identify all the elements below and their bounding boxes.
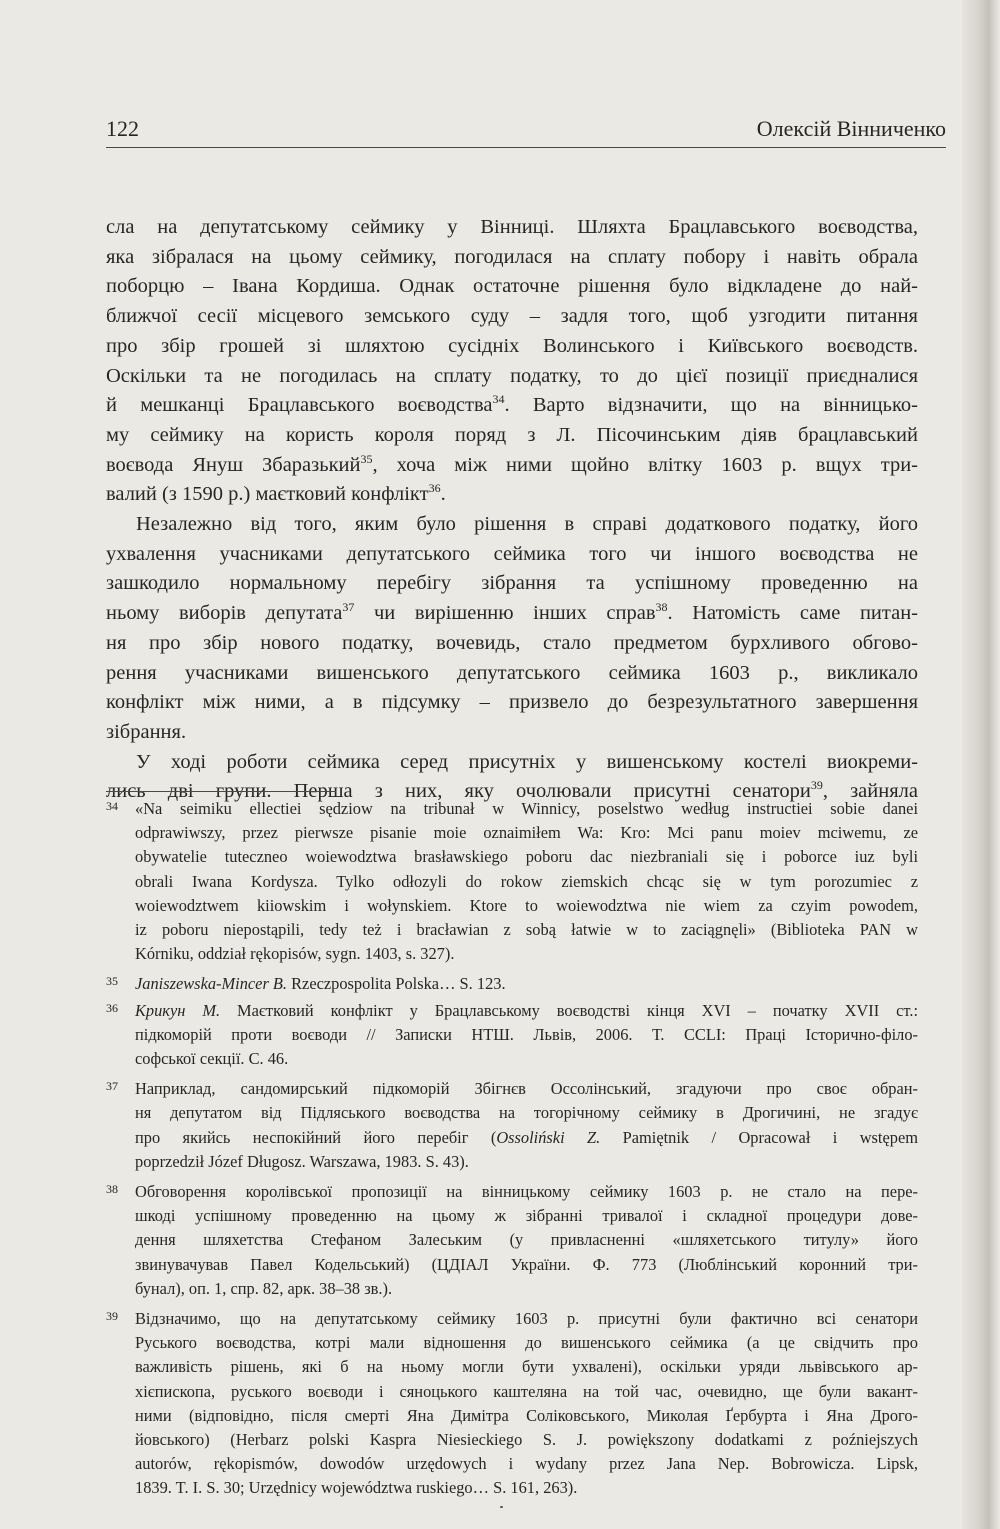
footnote-number: 34 (106, 799, 118, 813)
page-binding-edge (962, 0, 1000, 1529)
footnote-39: 39 Відзначимо, що на депутатському сеймику 1603 р. присутні були фактично всі сенатори Руського воєводства, котрі мали відношення до вишенського сеймика (а це свідчить про важливість рішень, які б на ньому могли бути ухвалені), оскільки уряди львівського ар- хієпископа, руського воєводи і сяноцького каштеляна на той час, очевидно, ще були вакант- ними (відповідно, після смерті Яна Димітра Соліковського, Миколая Ґербурта і Яна Дрого- йовського) (Herbarz polski Kaspra Niesieckiego S. J. powiększony dodatkami z poźniejszych autorów, rękopismów, dowodów urzędowych i wydany przez Jana Nep. Bobrowicza. Lipsk, 1839. T. I. S. 30; Urzędnicy województwa ruskiego… S. 161, 263). (106, 1307, 918, 1501)
footnote-ref-39[interactable]: 39 (810, 778, 823, 793)
footnote-number: 38 (106, 1182, 118, 1197)
footnote-ref-37[interactable]: 37 (342, 600, 355, 615)
footnote-number: 35 (106, 974, 118, 989)
footnote-number: 37 (106, 1079, 118, 1094)
footnote-author: Ossoliński Z. (496, 1127, 601, 1147)
footnote-author: Крикун М. (135, 1000, 221, 1020)
print-speck (500, 1506, 503, 1508)
paragraph-1: сла на депутатському сеймику у Вінниці. Шляхта Брацлавського воєводства, яка зібралася на цьому сеймику, погодилася на сплату побору і навіть обрала поборцю – Івана Кордиша. Однак остаточне рішення було відкладене до най- ближчої сесії місцевого земського суду – задля того, щоб узгодити питання про збір грошей зі шляхтою сусідніх Волинського і Київського воєводств. Оскільки та не погодилась на сплату податку, то до цієї позиції приєдналися й мешканці Брацлавського воєводства$^{34}$. Варто відзначити, що на вінницько- му сеймику на користь короля поряд з Л. Пісочинським діяв брацлавський воєвода Януш Збаразький$^{35}$, хоча між ними щойно влітку 1603 р. вщух три- валий (з 1590 р.) маєтковий конфлікт$^{36}$. (106, 216, 918, 506)
running-head: Олексій Вінниченко (756, 116, 946, 141)
footnote-35: 35 Janiszewska-Mincer B. Rzeczpospolita Polska… S. 123. (106, 972, 918, 996)
footnote-rule (106, 791, 336, 792)
footnote-author: Janiszewska-Mincer B. (135, 974, 288, 994)
footnote-36: 36 Крикун М. Маєтковий конфлікт у Брацлавському воєводстві кінця XVI – початку XVII ст.: підкоморій проти воєводи // Записки НТШ. Львів, 2006. Т. CCLI: Праці Історично-філо- софської секції. С. 46. (106, 999, 918, 1072)
footnote-ref-35[interactable]: 35 (360, 451, 373, 466)
footnote-ref-36[interactable]: 36 (428, 481, 441, 496)
header-rule (106, 147, 946, 148)
footnotes (106, 797, 918, 1507)
page-number: 122 (106, 116, 139, 141)
footnote-number: 36 (106, 1000, 118, 1015)
footnote-34: 34 «Na seimiku ellectiei sędziow na tribunał w Winnicy, poselstwo według instructiei sobie danei odprawiwszy, przez pierwsze pisanie moie oznaimiłem Wa: Kro: Mci panu moiev mciwemu, ze obywatelie tuteczneo woiewodztwa brasławskiego poboru dac niezbraniali się i poborce iuz byli obrali Iwana Kordysza. Tylko odłozyli do rokow ziemskich chcąc się w tym porozumiec z woiewodztwem kiiowskim i wołynskiem. Ktore to woiewodztwa nie wiem za czyim powodem, iz poboru niepostąpili, tedy też i bracławian z sobą łatwie w to zaciągnęli» (Biblioteka PAN w Kórniku, oddział rękopisów, sygn. 1403, s. 327). (106, 797, 918, 966)
page-header (106, 112, 946, 146)
paragraph-3: У ході роботи сеймика серед присутніх у вишенському костелі виокреми- лись дві групи. Перша з них, яку очолювали присутні сенатори$^{39}$, зайняла (106, 750, 918, 803)
paragraph-2: Незалежно від того, яким було рішення в справі додаткового податку, його ухвалення учасниками депутатського сеймика того чи іншого воєводства не зашкодило нормальному перебігу зібрання та успішному проведенню на ньому виборів депутата$^{37}$ чи вирішенню інших справ$^{38}$. Натомість саме питан- ня про збір нового податку, вочевидь, стало предметом бурхливого обгово- рення учасниками вишенського депутатського сеймика 1603 р., викликало конфлікт між ними, а в підсумку – призвело до безрезультатного завершення зібрання. (106, 513, 918, 743)
footnote-ref-38[interactable]: 38 (655, 600, 668, 615)
footnote-ref-34[interactable]: 34 (492, 392, 505, 407)
footnote-number: 39 (106, 1309, 118, 1324)
body-text (106, 213, 918, 807)
footnote-38: 38 Обговорення королівської пропозиції на вінницькому сеймику 1603 р. не стало на пере- шкоді успішному проведенню на цьому ж зібранні тривалої і складної процедури дове- дення шляхетства Стефаном Залеським (у привласненні «шляхетського титулу» його звинувачував Павел Кодельський) (ЦДІАЛ України. Ф. 773 (Люблінський коронний три- бунал), оп. 1, спр. 82, арк. 38–38 зв.). (106, 1180, 918, 1301)
footnote-37: 37 Наприклад, сандомирський підкоморій Збігнєв Оссолінський, згадуючи про своє обран- ня депутатом від Підляського воєводства на тогорічному сеймику в Дрогичині, не згадує про якийсь неспокійний його перебіг (Ossoliński Z. Pamiętnik / Opracował i wstępem poprzedził Józef Długosz. Warszawa, 1983. S. 43). (106, 1077, 918, 1174)
